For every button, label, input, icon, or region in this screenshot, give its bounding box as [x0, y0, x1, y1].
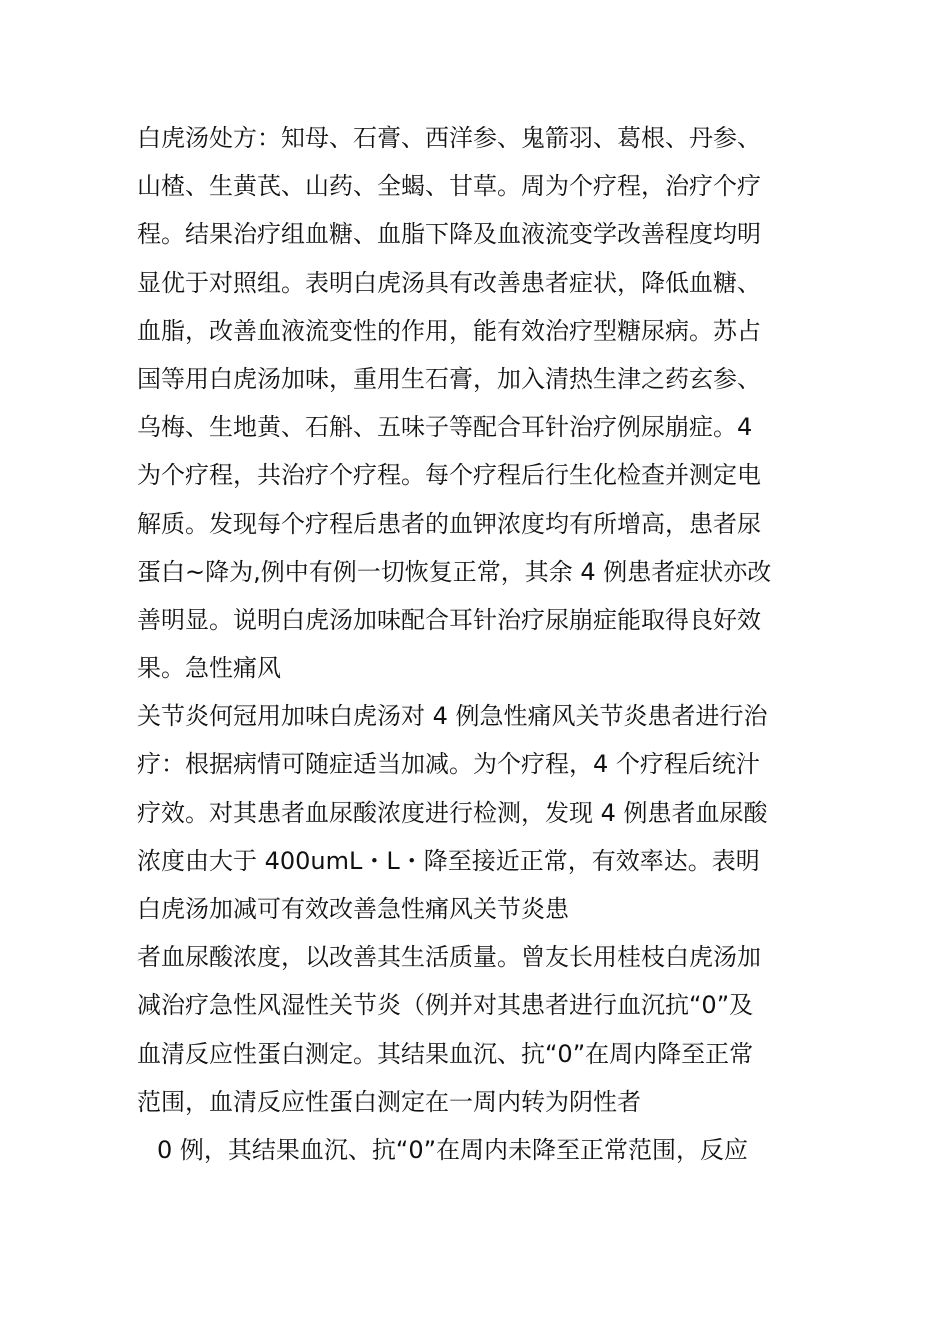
text-line: 为个疗程，共治疗个疗程。每个疗程后行生化检查并测定电 [137, 461, 761, 490]
text-line: 山楂、生黄芪、山药、全蝎、甘草。周为个疗程，治疗个疗 [137, 172, 761, 201]
text-line: 善明显。说明白虎汤加味配合耳针治疗尿崩症能取得良好效 [137, 605, 761, 634]
text-line: 者血尿酸浓度，以改善其生活质量。曾友长用桂枝白虎汤加 [137, 943, 761, 972]
text-line: 果。急性痛风 [137, 654, 281, 683]
text-line: 疗效。对其患者血尿酸浓度进行检测，发现 4 例患者血尿酸 [137, 798, 768, 827]
text-line: 解质。发现每个疗程后患者的血钾浓度均有所增高，患者尿 [137, 509, 761, 538]
text-line: 白虎汤加减可有效改善急性痛风关节炎患 [137, 895, 569, 923]
text-line: 国等用白虎汤加味，重用生石膏，加入清热生津之药玄参、 [137, 364, 761, 393]
text-line: 0 例，其结果血沉、抗“0”在周内未降至正常范围，反应 [157, 1135, 749, 1164]
text-line: 血清反应性蛋白测定。其结果血沉、抗“0”在周内降至正常 [137, 1039, 754, 1068]
text-line: 减治疗急性风湿性关节炎（例并对其患者进行血沉抗“0”及 [137, 991, 754, 1020]
text-line: 血脂，改善血液流变性的作用，能有效治疗型糖尿病。苏占 [137, 316, 761, 345]
text-line: 关节炎何冠用加味白虎汤对 4 例急性痛风关节炎患者进行治 [137, 702, 768, 731]
text-line: 白虎汤处方：知母、石膏、西洋参、鬼箭羽、葛根、丹参、 [137, 124, 761, 152]
text-line: 显优于对照组。表明白虎汤具有改善患者症状，降低血糖、 [137, 268, 761, 297]
text-line: 蛋白~降为,例中有例一切恢复正常，其余 4 例患者症状亦改 [137, 557, 772, 586]
text-line: 乌梅、生地黄、石斛、五味子等配合耳针治疗例尿崩症。4 [137, 413, 753, 442]
text-line: 疗：根据病情可随症适当加减。为个疗程，4 个疗程后统汁 [137, 750, 760, 779]
body-text [137, 114, 827, 1174]
text-line: 范围，血清反应性蛋白测定在一周内转为阴性者 [137, 1087, 641, 1116]
text-line: 程。结果治疗组血糖、血脂下降及血液流变学改善程度均明 [137, 220, 761, 249]
text-line: 浓度由大于 400umL・L・降至接近正常，有效率达。表明 [137, 846, 760, 875]
